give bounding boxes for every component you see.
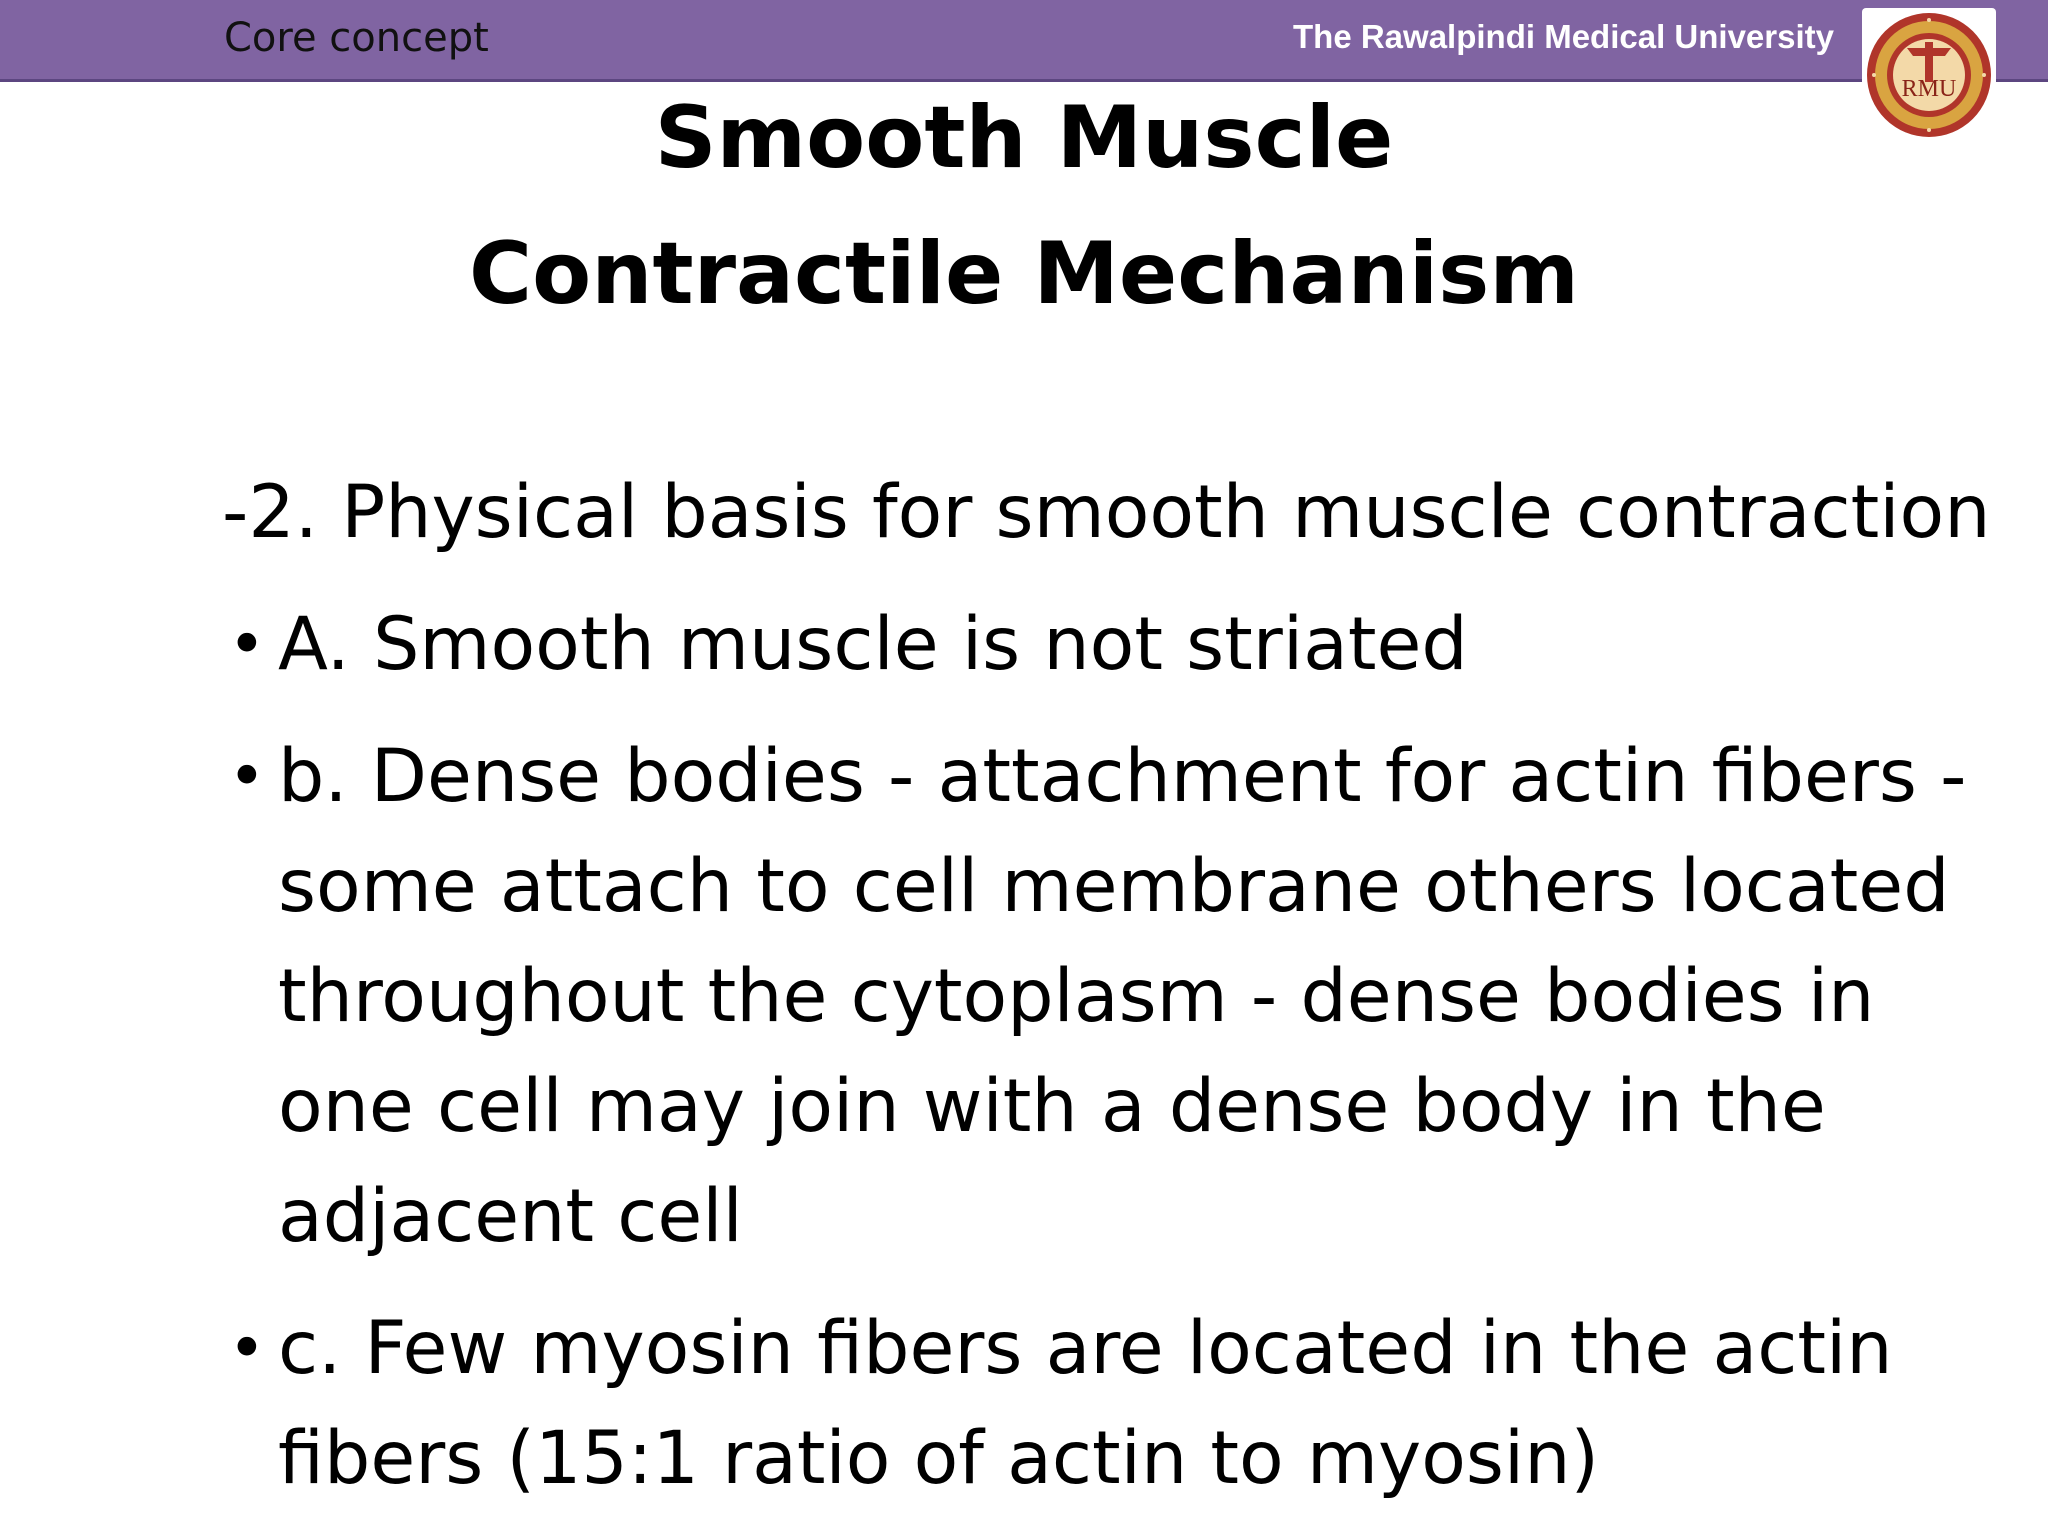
title-line-1: Smooth Muscle — [654, 88, 1394, 188]
slide-title — [0, 70, 2048, 342]
title-line-2: Contractile Mechanism — [469, 224, 1579, 324]
bullet-text: A. Smooth muscle is not striated — [278, 602, 1468, 687]
bullet-text: c. Few myosin fibers are located in the actin fibers (15:1 ratio of actin to myosin) — [278, 1306, 1893, 1501]
bullet-text: b. Dense bodies - attachment for actin fibers - some attach to cell membrane others located throughout the cytoplasm - dense bodies in one cell may join with a dense body in the adjacent cell — [278, 734, 1967, 1259]
bullet-list — [222, 590, 2032, 1514]
header-left-label: Core concept — [224, 15, 489, 61]
list-item — [222, 722, 2032, 1272]
list-item — [222, 590, 2032, 700]
intro-line: -2. Physical basis for smooth muscle contraction — [222, 470, 1991, 555]
bullet-icon: • — [228, 740, 266, 814]
bullet-icon: • — [228, 608, 266, 682]
list-item — [222, 1294, 2032, 1514]
slide-body — [222, 458, 2032, 1536]
svg-text:RMU: RMU — [1901, 76, 1957, 102]
university-name: The Rawalpindi Medical University — [1293, 18, 1834, 55]
bullet-icon: • — [228, 1312, 266, 1386]
